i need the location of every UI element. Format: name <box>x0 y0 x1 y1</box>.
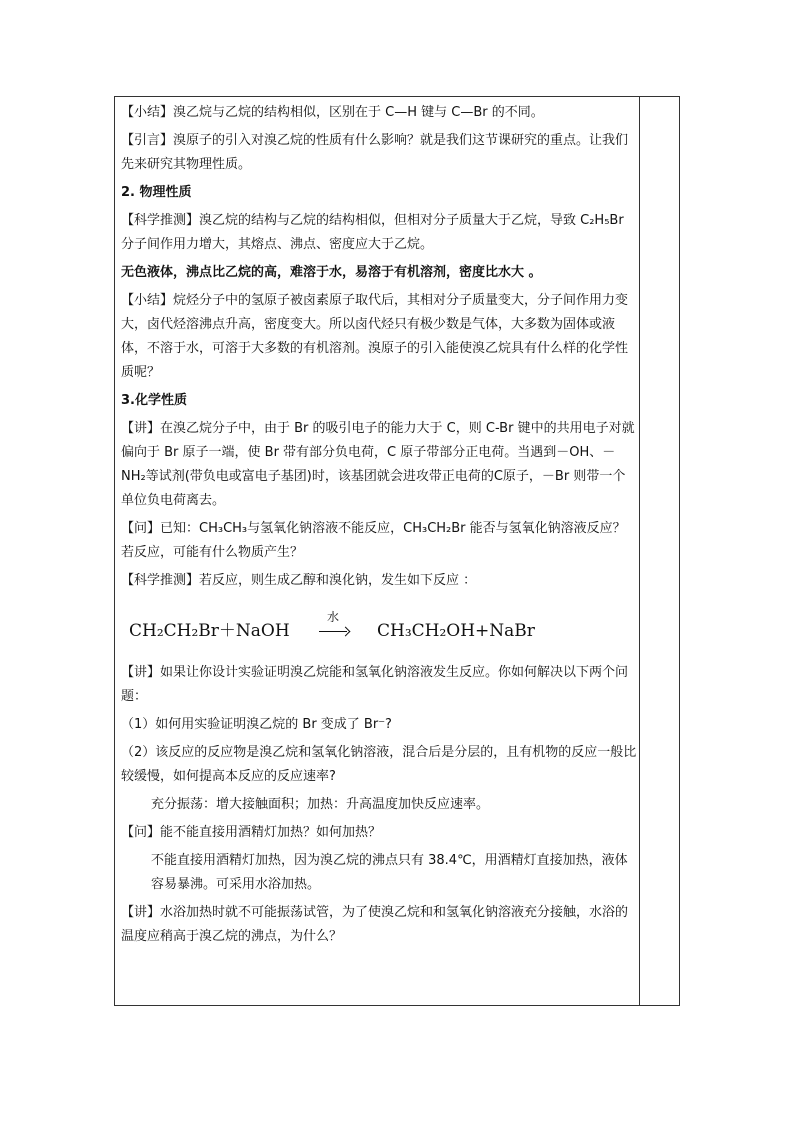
question-1: 【问】已知：CH₃CH₃与氢氧化钠溶液不能反应，CH₃CH₂Br 能否与氢氧化钠溶液反应？若反应，可能有什么物质产生？ <box>121 521 626 560</box>
arrow-condition: 水 <box>326 610 339 624</box>
physical-properties: 无色液体，沸点比乙烷的高，难溶于水，易溶于有机溶剂，密度比水大 。 <box>121 265 542 280</box>
answer-2: 不能直接用酒精灯加热，因为溴乙烷的沸点只有 38.4℃，用酒精灯直接加热，液体容易暴沸。可采用水浴加热。 <box>151 853 628 892</box>
reaction-arrow <box>319 605 347 632</box>
section-physical: 2. 物理性质 <box>121 185 192 200</box>
answer-1: 充分振荡：增大接触面积；加热：升高温度加快反应速率。 <box>151 797 490 812</box>
equation-lhs: CH₂CH₂Br＋NaOH <box>129 621 290 641</box>
hypothesis-2: 【科学推测】若反应，则生成乙醇和溴化钠，发生如下反应 ： <box>121 573 477 588</box>
lecture-1: 【讲】在溴乙烷分子中，由于 Br 的吸引电子的能力大于 C，则 C-Br 键中的共用电子对就偏向于 Br 原子一端，使 Br 带有部分负电荷，C 原子带部分正电荷。当遇到－OH、－NH₂等试剂(带负电或富电子基团)时，该基团就会进攻带正电荷的C原子，－Br 则带一个单位负电荷离去。 <box>121 421 635 508</box>
lecture-3: 【讲】水浴加热时就不可能振荡试管，为了使溴乙烷和和氢氧化钠溶液充分接触，水浴的温度应稍高于溴乙烷的沸点，为什么？ <box>121 905 629 944</box>
table-frame <box>114 96 680 1006</box>
arrow-icon <box>319 631 347 632</box>
equation-rhs: CH₃CH₂OH+NaBr <box>377 621 535 641</box>
hypothesis-1: 【科学推测】溴乙烷的结构与乙烷的结构相似，但相对分子质量大于乙烷，导致 C₂H₅Br 分子间作用力增大，其熔点、沸点、密度应大于乙烷。 <box>121 213 624 252</box>
question-2: 【问】能不能直接用酒精灯加热？如何加热？ <box>121 825 382 840</box>
section-chemical: 3.化学性质 <box>121 393 187 408</box>
reaction-equation <box>121 599 637 655</box>
intro: 【引言】溴原子的引入对溴乙烷的性质有什么影响？就是我们这节课研究的重点。让我们先来研究其物理性质。 <box>121 133 629 172</box>
question-item-2: （2）该反应的反应物是溴乙烷和氢氧化钠溶液，混合后是分层的，且有机物的反应一般比较缓慢，如何提高本反应的反应速率? <box>121 745 637 784</box>
column-divider <box>639 97 640 1005</box>
summary-1: 【小结】溴乙烷与乙烷的结构相似，区别在于 C—H 键与 C—Br 的不同。 <box>121 105 544 120</box>
summary-2: 【小结】烷烃分子中的氢原子被卤素原子取代后，其相对分子质量变大，分子间作用力变大，卤代烃溶沸点升高，密度变大。所以卤代烃只有极少数是气体，大多数为固体或液体，不溶于水，可溶于大多数的有机溶剂。溴原子的引入能使溴乙烷具有什么样的化学性质呢？ <box>121 293 629 380</box>
lecture-2: 【讲】如果让你设计实验证明溴乙烷能和氢氧化钠溶液发生反应。你如何解决以下两个问题： <box>121 665 629 704</box>
main-cell <box>121 101 637 953</box>
question-item-1: （1）如何用实验证明溴乙烷的 Br 变成了 Br⁻? <box>121 717 392 732</box>
